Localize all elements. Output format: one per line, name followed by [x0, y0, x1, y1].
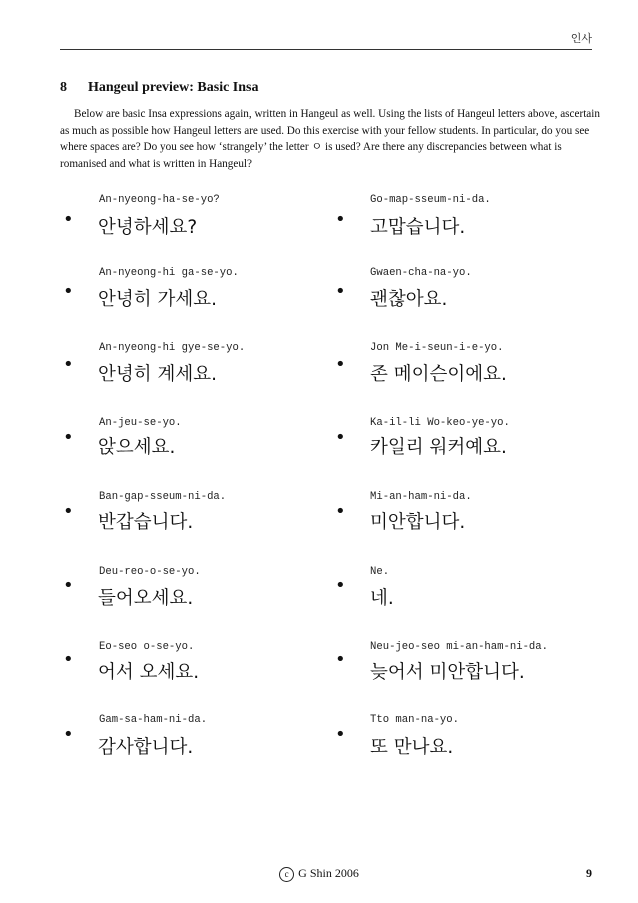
bullet-icon: • — [63, 649, 74, 670]
bullet-icon: • — [335, 209, 346, 230]
romanisation: An-nyeong-hi ga-se-yo. — [99, 267, 239, 279]
hangeul-text: 늦어서 미안합니다. — [370, 662, 525, 683]
hangeul-text: 존 메이슨이에요. — [370, 364, 507, 385]
hangeul-text: 안녕히 가세요. — [98, 289, 217, 310]
hangeul-text: 감사합니다. — [98, 737, 194, 758]
romanisation: Mi-an-ham-ni-da. — [370, 491, 472, 503]
bullet-icon: • — [63, 427, 74, 448]
page-number: 9 — [586, 866, 592, 880]
romanisation: Tto man-na-yo. — [370, 714, 460, 726]
section-number: 8 — [60, 80, 67, 95]
hangeul-text: 미안합니다. — [370, 512, 466, 533]
romanisation: Eo-seo o-se-yo. — [99, 641, 195, 653]
bullet-icon: • — [335, 501, 346, 522]
intro-paragraph: Below are basic Insa expressions again, written in Hangeul as well. Using the lists of Hangeul letters above, ascertain as much as possible how Hangeul letters are used. Do this exercise with your fellow students. In particular, do you see where spaces are? Do you see how ‘strangely’ the letter ㅇ is used? Are there any discrepancies between what is romanised and what is written in Hangeul? — [60, 108, 600, 170]
romanisation: Gwaen-cha-na-yo. — [370, 267, 472, 279]
copyright-icon: c — [279, 867, 294, 882]
hangeul-text: 안녕히 계세요. — [98, 364, 217, 385]
footer-copyright — [0, 866, 638, 882]
bullet-icon: • — [63, 724, 74, 745]
running-header: 인사 — [570, 32, 592, 45]
romanisation: Ne. — [370, 566, 390, 578]
hangeul-text: 들어오세요. — [98, 588, 194, 609]
romanisation: Jon Me-i-seun-i-e-yo. — [370, 342, 504, 354]
romanisation: Ka-il-li Wo-keo-ye-yo. — [370, 417, 510, 429]
hangeul-text: 괜찮아요. — [370, 289, 448, 310]
hangeul-text: 어서 오세요. — [98, 662, 200, 683]
romanisation: An-nyeong-ha-se-yo? — [99, 194, 220, 206]
romanisation: Go-map-sseum-ni-da. — [370, 194, 491, 206]
bullet-icon: • — [63, 354, 74, 375]
hangeul-text: 카일리 워커예요. — [370, 437, 507, 458]
bullet-icon: • — [335, 427, 346, 448]
bullet-icon: • — [335, 281, 346, 302]
hangeul-text: 또 만나요. — [370, 737, 454, 758]
hangeul-text: 고맙습니다. — [370, 217, 466, 238]
romanisation: Deu-reo-o-se-yo. — [99, 566, 201, 578]
romanisation: Ban-gap-sseum-ni-da. — [99, 491, 227, 503]
bullet-icon: • — [63, 501, 74, 522]
bullet-icon: • — [63, 209, 74, 230]
bullet-icon: • — [63, 281, 74, 302]
hangeul-text: 반갑습니다. — [98, 512, 194, 533]
copyright-text: G Shin 2006 — [298, 866, 359, 880]
romanisation: An-nyeong-hi gye-se-yo. — [99, 342, 246, 354]
section-title: Hangeul preview: Basic Insa — [88, 80, 259, 95]
bullet-icon: • — [335, 575, 346, 596]
bullet-icon: • — [335, 354, 346, 375]
romanisation: Gam-sa-ham-ni-da. — [99, 714, 208, 726]
bullet-icon: • — [63, 575, 74, 596]
romanisation: Neu-jeo-seo mi-an-ham-ni-da. — [370, 641, 549, 653]
romanisation: An-jeu-se-yo. — [99, 417, 182, 429]
hangeul-text: 앉으세요. — [98, 437, 176, 458]
hangeul-text: 안녕하세요? — [98, 217, 198, 238]
bullet-icon: • — [335, 724, 346, 745]
hangeul-text: 네. — [370, 588, 394, 609]
bullet-icon: • — [335, 649, 346, 670]
